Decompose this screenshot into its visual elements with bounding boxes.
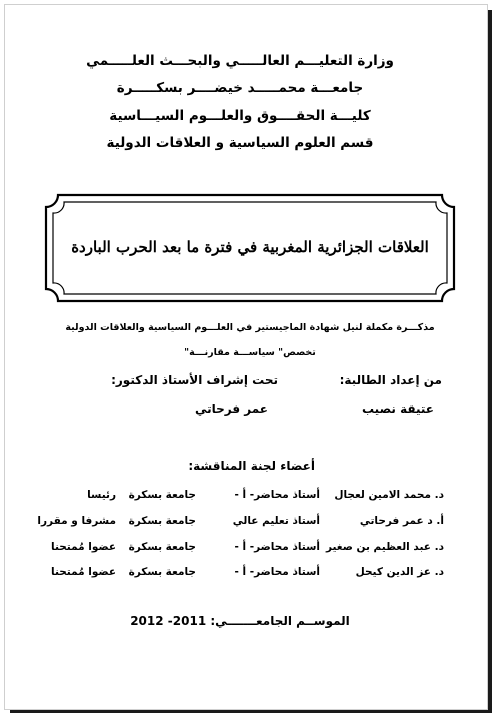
member-role: رئيسا xyxy=(87,489,116,501)
member-role: عضوا مُمتحنا xyxy=(51,541,116,553)
member-role: عضوا مُمتحنا xyxy=(51,566,116,578)
thesis-title: العلاقات الجزائرية المغربية في فترة ما بعد الحرب الباردة xyxy=(71,238,429,256)
member-rank: أستاذ محاضر- أ - xyxy=(234,566,320,578)
academic-year: الموســم الجامعـــــــي: 2011- 2012 xyxy=(130,614,350,628)
member-rank: أستاذ محاضر- أ - xyxy=(234,541,320,553)
committee-heading: أعضاء لجنة المناقشة: xyxy=(188,459,315,473)
member-institution: جامعة بسكرة xyxy=(128,489,196,501)
ministry-line: وزارة التعليـــم العالـــــي والبحـــث العلـــــمي xyxy=(86,53,394,69)
specialization: تخصص" سياســـة مقارنـــة" xyxy=(184,347,316,358)
student-name: عتيقة نصيب xyxy=(361,402,434,416)
member-rank: أستاذ محاضر- أ - xyxy=(234,489,320,501)
member-institution: جامعة بسكرة xyxy=(128,541,196,553)
thesis-description: مذكـــرة مكملة لنيل شهادة الماجيستير في العلـــوم السياسية والعلاقات الدولية xyxy=(65,322,435,333)
member-name: د. محمد الامين لعجال xyxy=(334,489,444,501)
student-label: من إعداد الطالبة: xyxy=(339,373,442,387)
member-rank: أستاذ تعليم عالي xyxy=(232,515,320,527)
member-institution: جامعة بسكرة xyxy=(128,566,196,578)
supervisor-label: تحت إشراف الأستاذ الدكتور: xyxy=(111,373,278,387)
member-name: أ. د عمر فرحاتي xyxy=(359,515,444,527)
member-name: د. عز الدين كيحل xyxy=(355,566,444,578)
supervisor-name: عمر فرحاتي xyxy=(194,402,268,416)
member-institution: جامعة بسكرة xyxy=(128,515,196,527)
department-line: قسم العلوم السياسية و العلاقات الدولية xyxy=(106,135,374,151)
university-line: جامعـــة محمـــــد خيضــــر بسكـــــرة xyxy=(116,80,364,96)
member-role: مشرفا و مقررا xyxy=(37,515,116,527)
member-name: د. عبد العظيم بن صغير xyxy=(325,541,444,553)
faculty-line: كليـــة الحقــــوق والعلـــوم السيـــاسية xyxy=(109,108,371,124)
